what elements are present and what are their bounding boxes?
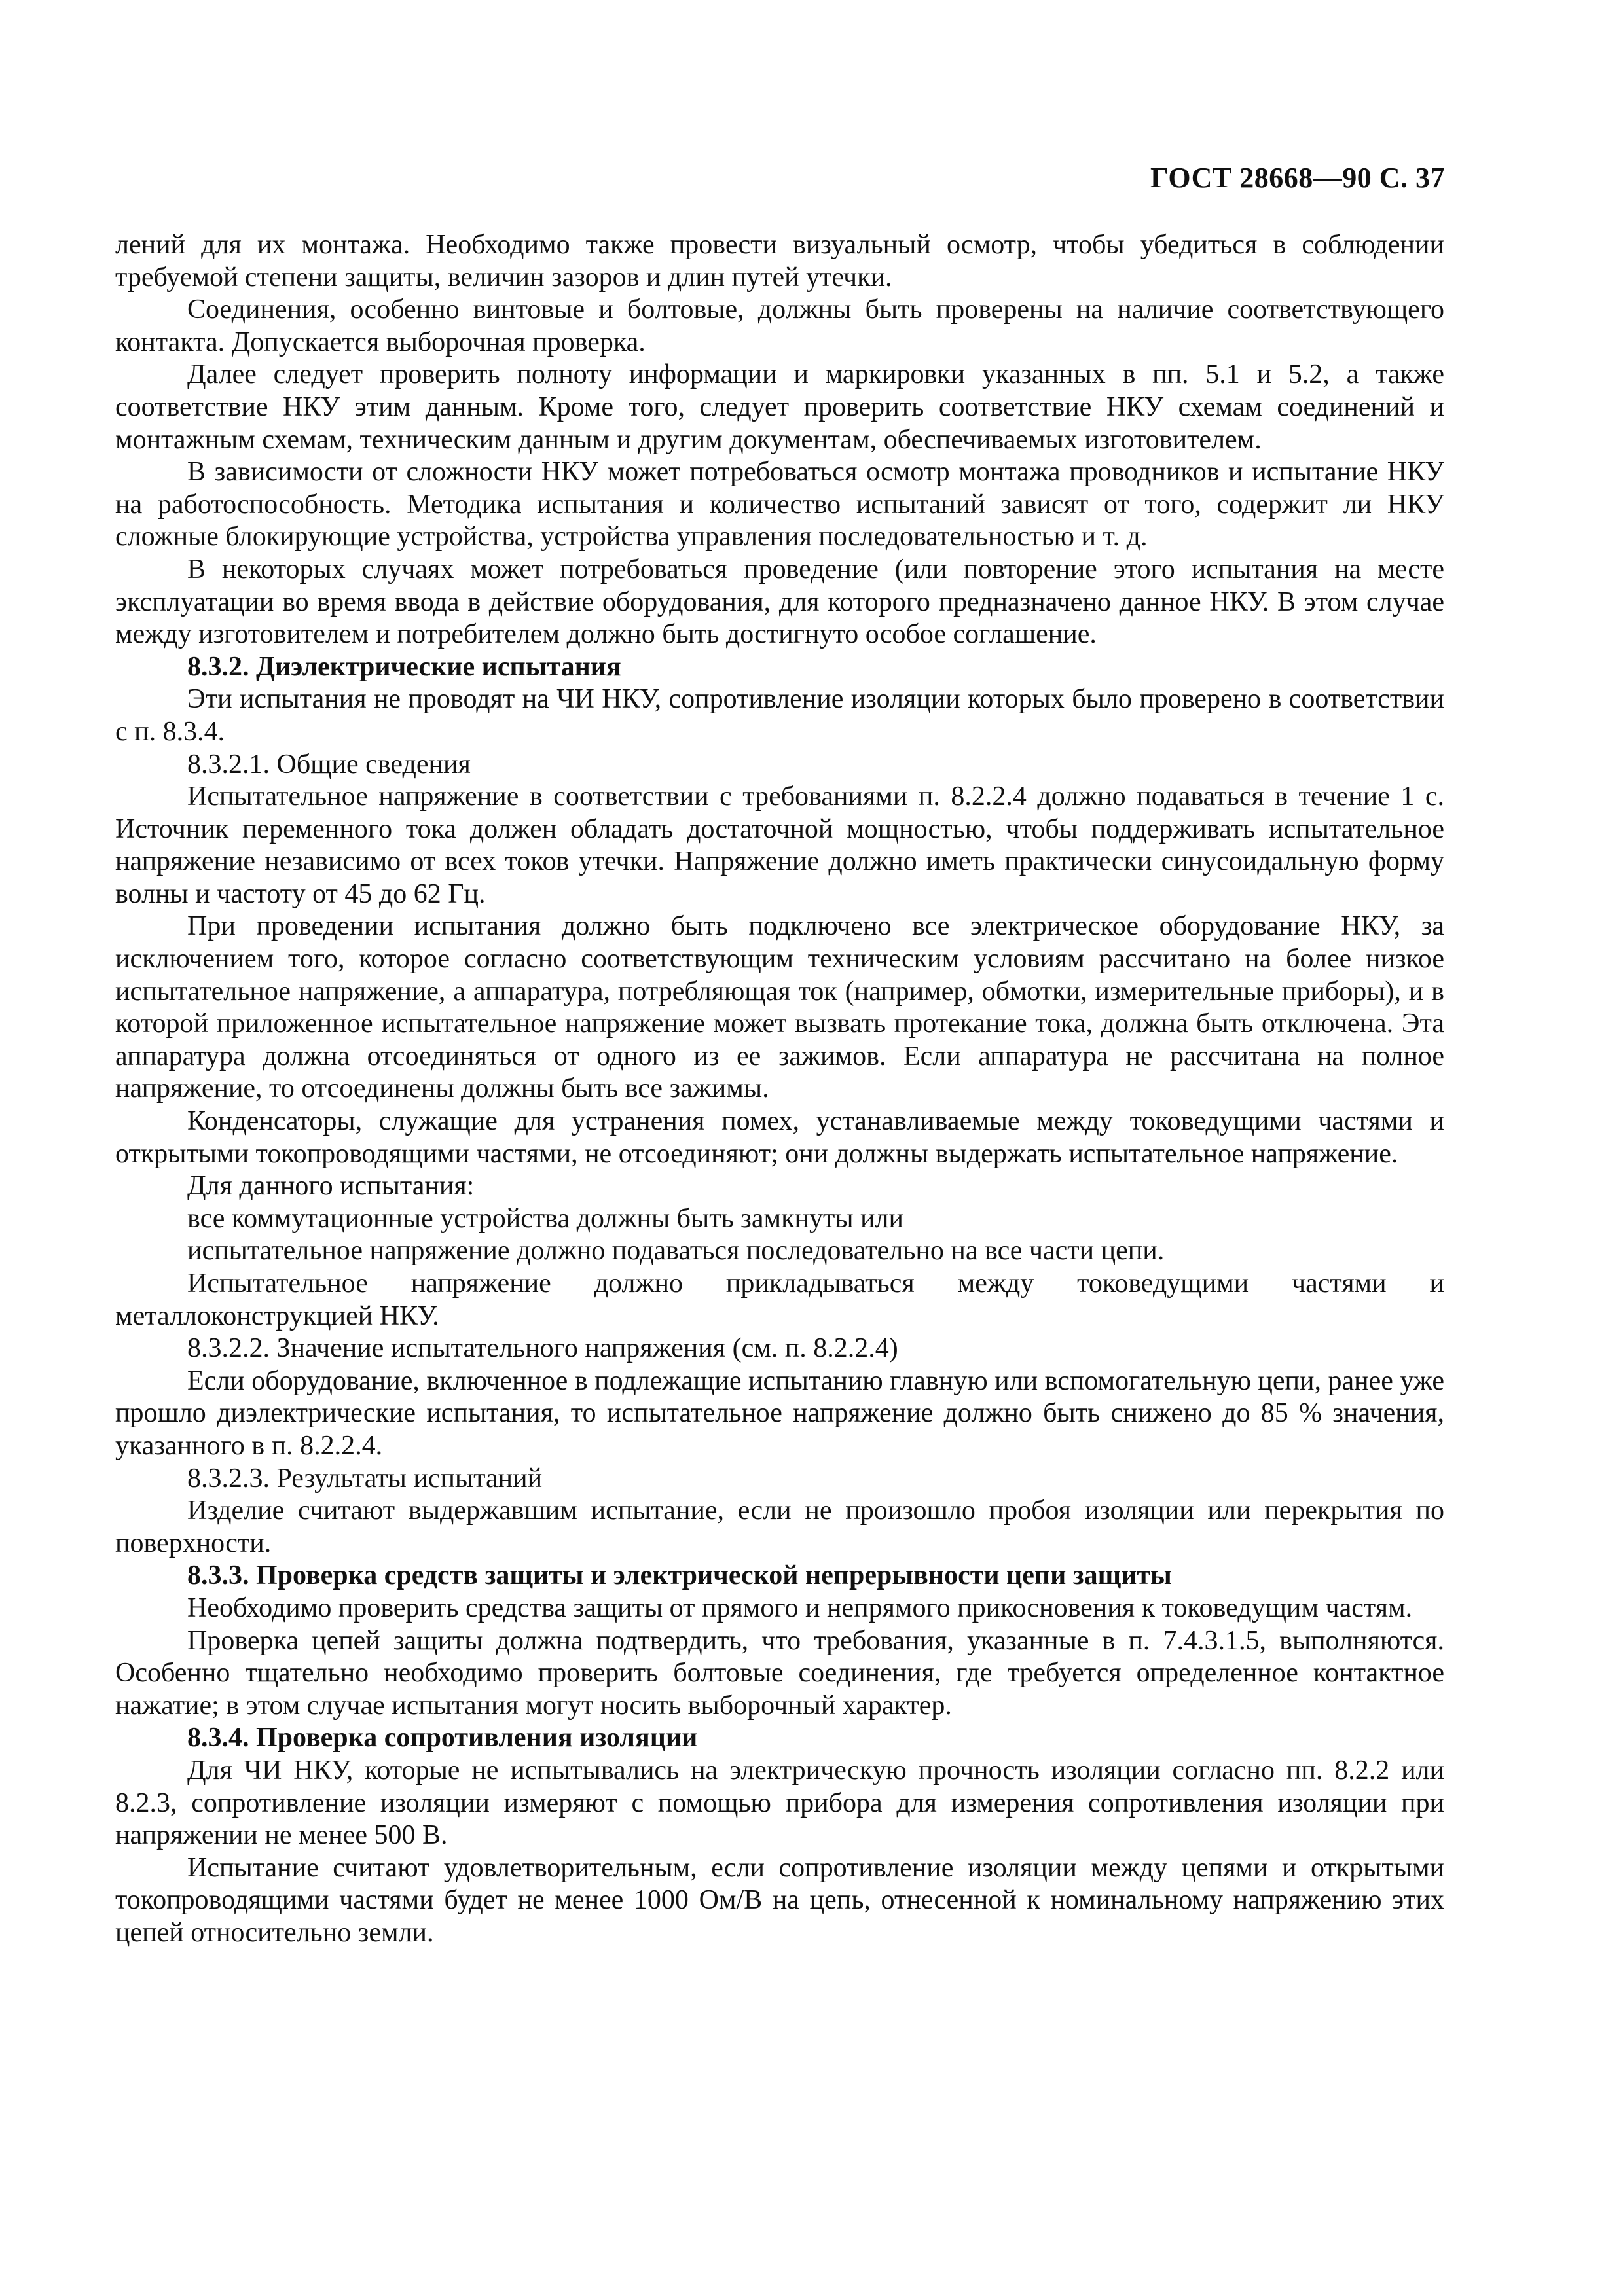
paragraph: Изделие считают выдержавшим испытание, если не произошло пробоя изоляции или перекрытия по поверхности. <box>115 1496 1444 1558</box>
list-item: все коммутационные устройства должны быть замкнуты или <box>187 1203 903 1234</box>
section-heading-8-3-2: 8.3.2. Диэлектрические испытания <box>187 651 621 682</box>
paragraph: Испытательное напряжение в соответствии с требованиями п. 8.2.2.4 должно подаваться в течение 1 с. Источник переменного тока должен обладать достаточной мощностью, чтобы поддерживать испытательное напряжение независимо от всех токов утечки. Напряжение должно иметь практически синусоидальную форму волны и частоту от 45 до 62 Гц. <box>115 781 1444 909</box>
section-heading-8-3-3: 8.3.3. Проверка средств защиты и электрической непрерывности цепи защиты <box>187 1560 1172 1591</box>
paragraph: В некоторых случаях может потребоваться проведение (или повторение этого испытания на месте эксплуатации во время ввода в действие оборудования, для которого предназначено данное НКУ. В этом случае между изготовителем и потребителем должно быть достигнуто особое соглашение. <box>115 554 1444 650</box>
page-header: ГОСТ 28668—90 С. 37 <box>1150 162 1445 194</box>
paragraph: Для данного испытания: <box>187 1171 475 1202</box>
paragraph: Испытание считают удовлетворительным, если сопротивление изоляции между цепями и открытыми токопроводящими частями будет не менее 1000 Ом/В на цепь, отнесенной к номинальному напряжению этих цепей относительно земли. <box>115 1852 1444 1948</box>
paragraph: Для ЧИ НКУ, которые не испытывались на электрическую прочность изоляции согласно пп. 8.2.2 или 8.2.3, сопротивление изоляции измеряют с помощью прибора для измерения сопротивления изоляции при напряжении не менее 500 В. <box>115 1755 1444 1851</box>
paragraph: Проверка цепей защиты должна подтвердить, что требования, указанные в п. 7.4.3.1.5, выполняются. Особенно тщательно необходимо проверить болтовые соединения, где требуется определенное контактное нажатие; в этом случае испытания могут носить выборочный характер. <box>115 1625 1444 1721</box>
paragraph: Конденсаторы, служащие для устранения помех, устанавливаемые между токоведущими частями и открытыми токопроводящими частями, не отсоединяют; они должны выдержать испытательное напряжение. <box>115 1106 1444 1169</box>
page-body <box>115 229 1444 1949</box>
subsection-heading-8-3-2-2: 8.3.2.2. Значение испытательного напряжения (см. п. 8.2.2.4) <box>187 1333 898 1364</box>
paragraph: Необходимо проверить средства защиты от прямого и непрямого прикосновения к токоведущим частям. <box>187 1592 1413 1623</box>
subsection-heading-8-3-2-3: 8.3.2.3. Результаты испытаний <box>187 1463 543 1494</box>
paragraph: При проведении испытания должно быть подключено все электрическое оборудование НКУ, за исключением того, которое согласно соответствующим техническим условиям рассчитано на более низкое испытательное напряжение, а аппаратура, потребляющая ток (например, обмотки, измерительные приборы), и в которой приложенное испытательное напряжение может вызвать протекание тока, должна быть отключена. Эта аппаратура должна отсоединяться от одного из ее зажимов. Если аппаратура не рассчитана на полное напряжение, то отсоединены должны быть все зажимы. <box>115 911 1444 1104</box>
paragraph: В зависимости от сложности НКУ может потребоваться осмотр монтажа проводников и испытание НКУ на работоспособность. Методика испытания и количество испытаний зависят от того, содержит ли НКУ сложные блокирующие устройства, устройства управления последовательностью и т. д. <box>115 457 1444 552</box>
paragraph: Испытательное напряжение должно прикладываться между токоведущими частями и металлоконструкцией НКУ. <box>115 1268 1444 1331</box>
paragraph: Если оборудование, включенное в подлежащие испытанию главную или вспомогательную цепи, ранее уже прошло диэлектрические испытания, то испытательное напряжение должно быть снижено до 85 % значения, указанного в п. 8.2.2.4. <box>115 1365 1444 1461</box>
list-item: испытательное напряжение должно подаваться последовательно на все части цепи. <box>187 1236 1165 1266</box>
subsection-heading-8-3-2-1: 8.3.2.1. Общие сведения <box>187 749 471 780</box>
paragraph-continuation: лений для их монтажа. Необходимо также провести визуальный осмотр, чтобы убедиться в соблюдении требуемой степени защиты, величин зазоров и длин путей утечки. <box>115 230 1444 293</box>
paragraph: Далее следует проверить полноту информации и маркировки указанных в пп. 5.1 и 5.2, а также соответствие НКУ этим данным. Кроме того, следует проверить соответствие НКУ схемам соединений и монтажным схемам, техническим данным и другим документам, обеспечиваемых изготовителем. <box>115 359 1444 455</box>
paragraph: Эти испытания не проводят на ЧИ НКУ, сопротивление изоляции которых было проверено в соответствии с п. 8.3.4. <box>115 684 1444 747</box>
section-heading-8-3-4: 8.3.4. Проверка сопротивления изоляции <box>187 1723 698 1753</box>
paragraph: Соединения, особенно винтовые и болтовые, должны быть проверены на наличие соответствующего контакта. Допускается выборочная проверка. <box>115 295 1444 357</box>
